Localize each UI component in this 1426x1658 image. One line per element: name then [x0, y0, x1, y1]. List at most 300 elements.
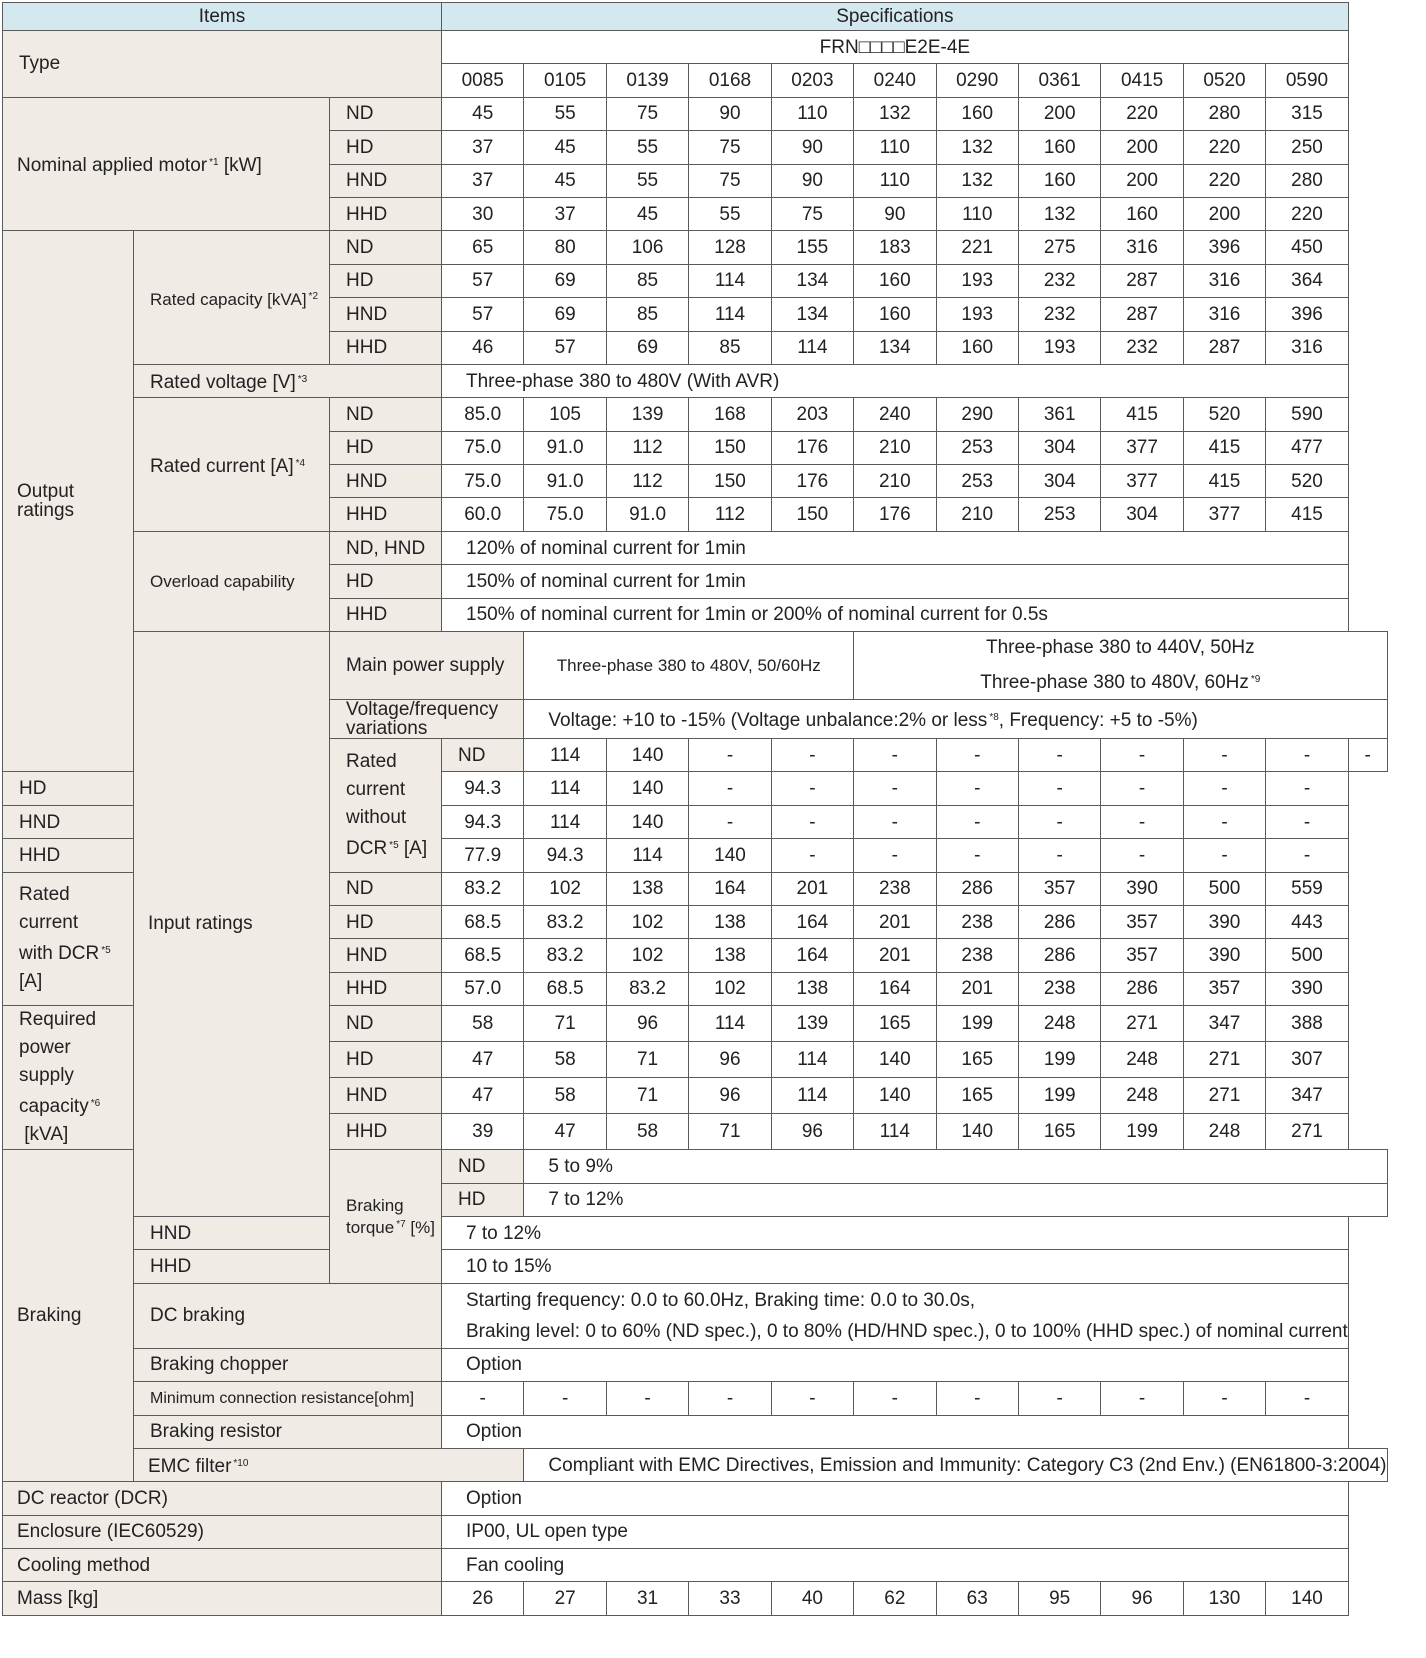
emc-filter-label	[134, 1448, 524, 1481]
value-cell: 91.0	[524, 431, 606, 464]
value-cell: 150	[771, 498, 853, 531]
value-cell: 347	[1183, 1006, 1265, 1042]
value-cell: 220	[1101, 97, 1183, 130]
value-cell: 316	[1183, 298, 1265, 331]
value-cell: -	[689, 772, 771, 805]
footnote-mark: *7	[396, 1218, 406, 1230]
value-cell: 520	[1183, 398, 1265, 431]
value-cell: -	[771, 772, 853, 805]
value-cell: -	[1018, 1382, 1100, 1415]
value-cell: 37	[524, 197, 606, 230]
value-cell: 307	[1266, 1042, 1349, 1078]
value-cell: 160	[936, 331, 1018, 364]
duty-label: HD	[330, 565, 442, 598]
value-cell: 58	[524, 1042, 606, 1078]
duty-label: ND	[442, 739, 524, 772]
value-cell: 357	[1101, 939, 1183, 972]
braking-resistor-value: Option	[442, 1415, 1349, 1448]
table-row	[3, 231, 1388, 264]
cell-text: , Frequency: +5 to -5%)	[998, 710, 1198, 732]
cell-text: [A]	[19, 971, 43, 993]
value-cell: 69	[606, 331, 688, 364]
cell-text: Rated current	[19, 884, 79, 934]
motor-label	[3, 97, 330, 231]
value-cell: 138	[689, 905, 771, 938]
value-cell: 58	[442, 1006, 524, 1042]
value-cell: 138	[606, 872, 688, 905]
value-cell: 390	[1183, 905, 1265, 938]
value-cell: 71	[689, 1114, 771, 1150]
value-cell: 91.0	[524, 465, 606, 498]
footnote-mark: *4	[295, 457, 306, 469]
current-with-dcr-label	[3, 872, 134, 1006]
cell-text: [kW]	[223, 155, 262, 177]
value-cell: 220	[1183, 164, 1265, 197]
value-cell: 57	[442, 264, 524, 297]
enclosure-label: Enclosure (IEC60529)	[3, 1515, 442, 1548]
value-cell: 450	[1266, 231, 1349, 264]
value-cell: 132	[936, 131, 1018, 164]
value-cell: 200	[1101, 164, 1183, 197]
duty-label: HD	[330, 264, 442, 297]
value-cell: 271	[1266, 1114, 1349, 1150]
cell-text: Rated current	[346, 750, 406, 800]
cell-text: [A]	[403, 837, 428, 859]
value-cell: 201	[771, 872, 853, 905]
value-cell: 253	[936, 431, 1018, 464]
table-row	[3, 1250, 1388, 1283]
duty-label: HND	[3, 805, 134, 838]
braking-torque-value: 7 to 12%	[524, 1183, 1387, 1216]
value-cell: -	[936, 839, 1018, 872]
value-cell: 68.5	[524, 972, 606, 1005]
value-cell: 114	[524, 772, 606, 805]
input-ratings-label	[134, 632, 330, 1217]
value-cell: -	[854, 1382, 936, 1415]
value-cell: 45	[524, 164, 606, 197]
rated-voltage-label	[134, 364, 442, 397]
table-row	[3, 3, 1388, 31]
value-cell: 238	[854, 872, 936, 905]
table-row	[3, 1283, 1388, 1348]
braking-chopper-label: Braking chopper	[134, 1348, 442, 1381]
cell-text: Required power	[19, 1009, 97, 1059]
value-cell: 221	[936, 231, 1018, 264]
value-cell: 140	[936, 1114, 1018, 1150]
duty-label: HHD	[134, 1250, 330, 1283]
value-cell: -	[1018, 772, 1100, 805]
value-cell: 200	[1183, 197, 1265, 230]
value-cell: 140	[689, 839, 771, 872]
value-cell: 114	[606, 839, 688, 872]
value-cell: 286	[1101, 972, 1183, 1005]
cell-text: Three-phase 380 to 480V, 50/60Hz	[556, 656, 821, 676]
value-cell: 114	[771, 1078, 853, 1114]
value-cell: 102	[606, 905, 688, 938]
value-cell: 138	[771, 972, 853, 1005]
value-cell: 238	[1018, 972, 1100, 1005]
value-cell: -	[689, 1382, 771, 1415]
value-cell: 77.9	[442, 839, 524, 872]
value-cell: 304	[1018, 431, 1100, 464]
value-cell: 31	[606, 1582, 688, 1615]
value-cell: 248	[1101, 1042, 1183, 1078]
value-cell: 138	[689, 939, 771, 972]
value-cell: 45	[442, 97, 524, 130]
value-cell: -	[936, 772, 1018, 805]
value-cell: 183	[854, 231, 936, 264]
value-cell: 45	[606, 197, 688, 230]
value-cell: 140	[606, 805, 688, 838]
footnote-mark: *10	[233, 1458, 249, 1470]
variation-label: Voltage/frequency variations	[330, 700, 524, 739]
value-cell: 210	[854, 465, 936, 498]
value-cell: 253	[1018, 498, 1100, 531]
braking-resistor-label: Braking resistor	[134, 1415, 442, 1448]
value-cell: 85.0	[442, 398, 524, 431]
value-cell: 83.2	[442, 872, 524, 905]
value-cell: 210	[854, 431, 936, 464]
cell-text: Overload capability	[150, 571, 295, 591]
value-cell: 155	[771, 231, 853, 264]
value-cell: 114	[689, 264, 771, 297]
type-label: Type	[3, 31, 442, 98]
value-cell: 62	[854, 1582, 936, 1615]
footnote-mark: *2	[308, 290, 318, 302]
value-cell: 210	[936, 498, 1018, 531]
value-cell: -	[689, 739, 771, 772]
value-cell: 58	[606, 1114, 688, 1150]
cell-text: Voltage: +10 to -15% (Voltage unbalance:2% or less	[548, 710, 988, 732]
value-cell: 164	[771, 905, 853, 938]
variation-value	[524, 700, 1387, 739]
value-cell: 105	[524, 398, 606, 431]
value-cell: 559	[1266, 872, 1349, 905]
value-cell: 304	[1018, 465, 1100, 498]
value-cell: -	[771, 1382, 853, 1415]
rated-capacity-label	[134, 231, 330, 365]
value-cell: -	[1266, 772, 1349, 805]
value-cell: 69	[524, 264, 606, 297]
value-cell: -	[689, 805, 771, 838]
value-cell: 114	[524, 739, 606, 772]
value-cell: 80	[524, 231, 606, 264]
duty-label: HHD	[3, 839, 134, 872]
min-resistance-label	[134, 1382, 442, 1415]
braking-torque-value: 10 to 15%	[442, 1250, 1349, 1283]
value-cell: -	[771, 805, 853, 838]
value-cell: 286	[1018, 905, 1100, 938]
braking-chopper-value: Option	[442, 1348, 1349, 1381]
value-cell: 201	[854, 939, 936, 972]
table-row	[3, 398, 1388, 431]
duty-label: HND	[134, 1216, 330, 1249]
current-without-dcr-label	[330, 739, 442, 873]
type-code: 0203	[771, 64, 853, 97]
value-cell: 176	[771, 431, 853, 464]
main-power-right	[854, 632, 1387, 700]
value-cell: 139	[771, 1006, 853, 1042]
duty-label: HND	[330, 1078, 442, 1114]
cell-text: Three-phase 380 to 480V, 60Hz	[980, 672, 1249, 694]
value-cell: 165	[936, 1078, 1018, 1114]
value-cell: 165	[936, 1042, 1018, 1078]
type-code: 0085	[442, 64, 524, 97]
value-cell: 94.3	[442, 805, 524, 838]
value-cell: -	[771, 739, 853, 772]
value-cell: 114	[771, 1042, 853, 1078]
cell-text: Braking torque	[346, 1195, 404, 1237]
table-row	[3, 97, 1388, 130]
value-cell: 390	[1266, 972, 1349, 1005]
value-cell: 83.2	[524, 939, 606, 972]
value-cell: 377	[1101, 465, 1183, 498]
table-row	[3, 1348, 1388, 1381]
table-row	[3, 31, 1388, 64]
value-cell: 139	[606, 398, 688, 431]
value-cell: 68.5	[442, 939, 524, 972]
value-cell: 287	[1101, 298, 1183, 331]
value-cell: 238	[936, 939, 1018, 972]
value-cell: -	[1183, 1382, 1265, 1415]
value-cell: 415	[1266, 498, 1349, 531]
dc-braking-label: DC braking	[134, 1283, 442, 1348]
value-cell: 199	[1101, 1114, 1183, 1150]
value-cell: 110	[936, 197, 1018, 230]
value-cell: 114	[524, 805, 606, 838]
value-cell: 85	[689, 331, 771, 364]
overload-value: 120% of nominal current for 1min	[442, 531, 1349, 564]
value-cell: 388	[1266, 1006, 1349, 1042]
value-cell: 132	[854, 97, 936, 130]
value-cell: 55	[606, 164, 688, 197]
value-cell: 271	[1183, 1042, 1265, 1078]
value-cell: 58	[524, 1078, 606, 1114]
value-cell: -	[1018, 839, 1100, 872]
value-cell: 248	[1183, 1114, 1265, 1150]
value-cell: 160	[1101, 197, 1183, 230]
value-cell: -	[1101, 839, 1183, 872]
value-cell: -	[606, 1382, 688, 1415]
value-cell: 27	[524, 1582, 606, 1615]
value-cell: 110	[854, 164, 936, 197]
value-cell: 160	[854, 298, 936, 331]
value-cell: 201	[936, 972, 1018, 1005]
table-row	[3, 632, 1388, 700]
type-code: 0240	[854, 64, 936, 97]
table-row	[3, 1382, 1388, 1415]
value-cell: 232	[1101, 331, 1183, 364]
value-cell: 132	[936, 164, 1018, 197]
value-cell: 75	[689, 131, 771, 164]
value-cell: 45	[524, 131, 606, 164]
value-cell: 347	[1266, 1078, 1349, 1114]
value-cell: 96	[1101, 1582, 1183, 1615]
cell-text: supply capacity	[19, 1065, 89, 1118]
value-cell: 160	[1018, 164, 1100, 197]
value-cell: -	[854, 805, 936, 838]
value-cell: 520	[1266, 465, 1349, 498]
value-cell: -	[1018, 805, 1100, 838]
table-row	[3, 364, 1388, 397]
value-cell: 75	[606, 97, 688, 130]
value-cell: 248	[1101, 1078, 1183, 1114]
duty-label: HHD	[330, 498, 442, 531]
value-cell: 134	[771, 264, 853, 297]
value-cell: 140	[854, 1078, 936, 1114]
duty-label: HHD	[330, 331, 442, 364]
value-cell: 55	[689, 197, 771, 230]
footnote-mark: *5	[101, 945, 111, 957]
footnote-mark: *6	[90, 1098, 101, 1110]
duty-label: HHD	[330, 972, 442, 1005]
value-cell: 71	[524, 1006, 606, 1042]
type-code: 0105	[524, 64, 606, 97]
value-cell: 280	[1266, 164, 1349, 197]
duty-label: HD	[330, 131, 442, 164]
value-cell: 500	[1183, 872, 1265, 905]
value-cell: 150	[689, 431, 771, 464]
footnote-mark: *9	[1250, 674, 1261, 686]
value-cell: 357	[1183, 972, 1265, 1005]
value-cell: 164	[689, 872, 771, 905]
value-cell: 415	[1183, 431, 1265, 464]
footnote-mark: *5	[389, 839, 399, 851]
table-row	[3, 531, 1388, 564]
main-power-label: Main power supply	[330, 632, 524, 700]
cell-text: Three-phase 380 to 440V, 50Hz	[985, 637, 1255, 659]
table-row	[3, 1216, 1388, 1249]
value-cell: 85	[606, 298, 688, 331]
value-cell: 396	[1266, 298, 1349, 331]
value-cell: 165	[854, 1006, 936, 1042]
value-cell: -	[854, 739, 936, 772]
dc-reactor-value: Option	[442, 1482, 1349, 1515]
value-cell: 110	[854, 131, 936, 164]
value-cell: 150	[689, 465, 771, 498]
cell-text: Nominal applied motor	[17, 155, 208, 177]
value-cell: -	[936, 739, 1018, 772]
value-cell: -	[1101, 739, 1183, 772]
value-cell: 134	[771, 298, 853, 331]
specifications-header: Specifications	[442, 3, 1349, 31]
value-cell: -	[1183, 772, 1265, 805]
footnote-mark: *8	[989, 712, 999, 724]
duty-label: ND	[330, 97, 442, 130]
value-cell: 128	[689, 231, 771, 264]
value-cell: 102	[524, 872, 606, 905]
value-cell: 102	[689, 972, 771, 1005]
value-cell: 280	[1183, 97, 1265, 130]
value-cell: 96	[689, 1078, 771, 1114]
value-cell: 40	[771, 1582, 853, 1615]
value-cell: 415	[1183, 465, 1265, 498]
value-cell: 83.2	[524, 905, 606, 938]
value-cell: 240	[854, 398, 936, 431]
value-cell: 114	[689, 1006, 771, 1042]
value-cell: 286	[936, 872, 1018, 905]
value-cell: 199	[936, 1006, 1018, 1042]
value-cell: 140	[606, 739, 688, 772]
value-cell: 47	[442, 1042, 524, 1078]
group-label: Braking	[17, 1305, 82, 1327]
value-cell: 47	[524, 1114, 606, 1150]
value-cell: 69	[524, 298, 606, 331]
value-cell: 199	[1018, 1078, 1100, 1114]
duty-label: ND	[330, 1006, 442, 1042]
value-cell: 134	[854, 331, 936, 364]
value-cell: 57	[524, 331, 606, 364]
value-cell: 201	[854, 905, 936, 938]
specifications-table	[2, 2, 1388, 1616]
value-cell: 316	[1101, 231, 1183, 264]
value-cell: 90	[771, 131, 853, 164]
value-cell: 114	[771, 331, 853, 364]
value-cell: -	[1266, 839, 1349, 872]
group-label: Input ratings	[148, 913, 253, 935]
value-cell: 57	[442, 298, 524, 331]
value-cell: 287	[1101, 264, 1183, 297]
value-cell: 91.0	[606, 498, 688, 531]
value-cell: 60.0	[442, 498, 524, 531]
value-cell: 477	[1266, 431, 1349, 464]
value-cell: 94.3	[524, 839, 606, 872]
value-cell: 377	[1183, 498, 1265, 531]
duty-label: HD	[330, 905, 442, 938]
cell-text: [%]	[410, 1217, 435, 1237]
value-cell: 130	[1183, 1582, 1265, 1615]
cell-text: Minimum connection resistance[ohm]	[150, 1390, 415, 1408]
enclosure-value: IP00, UL open type	[442, 1515, 1349, 1548]
cell-text: [kVA]	[24, 1124, 69, 1146]
value-cell: 140	[1266, 1582, 1349, 1615]
value-cell: 220	[1183, 131, 1265, 164]
value-cell: 193	[936, 264, 1018, 297]
value-cell: 443	[1266, 905, 1349, 938]
value-cell: 75.0	[524, 498, 606, 531]
type-code: 0168	[689, 64, 771, 97]
table-body	[3, 3, 1388, 1616]
value-cell: 90	[689, 97, 771, 130]
rated-voltage-value: Three-phase 380 to 480V (With AVR)	[442, 364, 1349, 397]
table-row	[3, 1415, 1388, 1448]
cell-text: Rated capacity [kVA]	[150, 289, 307, 309]
duty-label: HHD	[330, 598, 442, 631]
value-cell: 71	[606, 1078, 688, 1114]
value-cell: 114	[854, 1114, 936, 1150]
value-cell: 220	[1266, 197, 1349, 230]
duty-label: ND	[330, 872, 442, 905]
value-cell: -	[1183, 839, 1265, 872]
value-cell: 203	[771, 398, 853, 431]
value-cell: 140	[606, 772, 688, 805]
value-cell: 357	[1101, 905, 1183, 938]
value-cell: 71	[606, 1042, 688, 1078]
value-cell: 232	[1018, 298, 1100, 331]
value-cell: 415	[1101, 398, 1183, 431]
dc-braking-value	[442, 1283, 1349, 1348]
cell-text: with DCR	[19, 943, 100, 965]
footnote-mark: *1	[209, 157, 219, 169]
value-cell: -	[1101, 772, 1183, 805]
value-cell: -	[854, 772, 936, 805]
duty-label: HD	[330, 1042, 442, 1078]
braking-torque-value: 7 to 12%	[442, 1216, 1349, 1249]
value-cell: -	[1266, 805, 1349, 838]
value-cell: -	[442, 1382, 524, 1415]
duty-label: HD	[330, 431, 442, 464]
value-cell: 96	[771, 1114, 853, 1150]
